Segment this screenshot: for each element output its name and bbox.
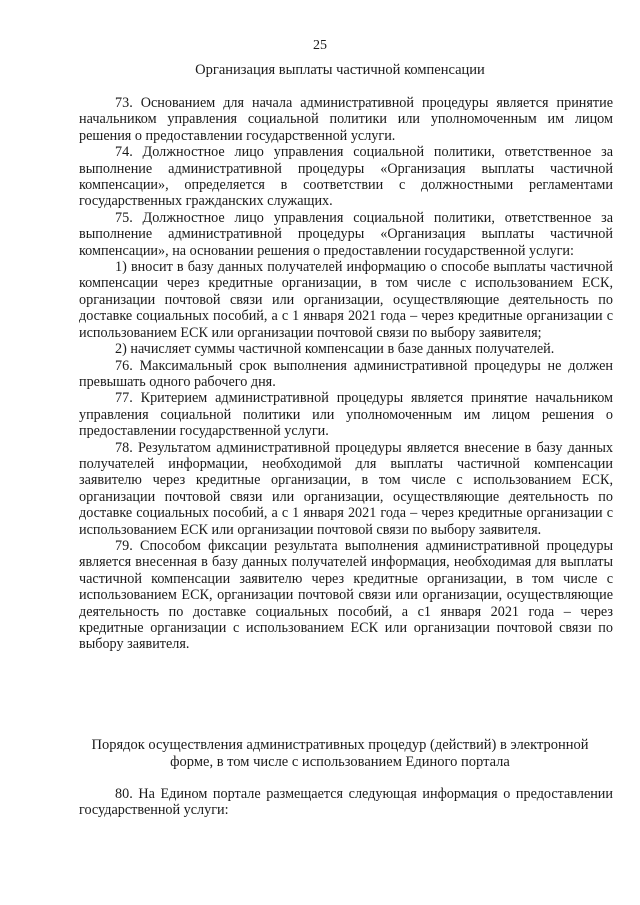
paragraph-80: 80. На Едином портале размещается следующая информация о предоставлении государственной услуги: (79, 786, 613, 819)
paragraph-77: 77. Критерием административной процедуры является принятие начальником управления социальной политики или уполномоченным им лицом решения о предоставлении государственной услуги. (79, 390, 613, 440)
paragraph-75: 75. Должностное лицо управления социальной политики, ответственное за выполнение административной процедуры «Организация выплаты частичной компенсации», на основании решения о предоставлении государственной услуги: (79, 209, 613, 259)
paragraph-76: 76. Максимальный срок выполнения административной процедуры не должен превышать одного рабочего дня. (79, 357, 613, 390)
section-title: Организация выплаты частичной компенсации (195, 62, 485, 78)
paragraph-79: 79. Способом фиксации результата выполнения административной процедуры является внесенная в базу данных получателей информация, необходимая для выплаты частичной компенсации заявителю через кредитные организации, в том числе с использованием ЕСК, организации почтовой связи или организации, осуществляющие деятельность по доставке социальных пособий, а с1 января 2021 года – через кредитные организации с использованием ЕСК или организации почтовой связи по выбору заявителя. (79, 537, 613, 653)
section-title-electronic (60, 737, 620, 771)
section-title-line-2: форме, в том числе с использованием Единого портала (170, 754, 510, 770)
list-item-2: 2) начисляет суммы частичной компенсации в базе данных получателей. (115, 341, 555, 358)
section-title-line-1: Порядок осуществления административных процедур (действий) в электронной (91, 737, 589, 753)
section-body (79, 95, 613, 653)
page-number: 25 (313, 38, 327, 53)
section-body-electronic (79, 786, 613, 819)
list-item-1: 1) вносит в базу данных получателей информацию о способе выплаты частичной компенсации через кредитные организации, в том числе с использованием ЕСК, организации почтовой связи или организации, осуществляющие деятельность по доставке социальных пособий, а с 1 января 2021 года – через кредитные организации с использованием ЕСК или организации почтовой связи по выбору заявителя; (79, 259, 613, 341)
paragraph-73: 73. Основанием для начала административной процедуры является принятие начальником управления социальной политики или уполномоченным им лицом решения о предоставлении государственной услуги. (79, 95, 613, 144)
paragraph-78: 78. Результатом административной процедуры является внесение в базу данных получателей информации, необходимой для выплаты частичной компенсации заявителю через кредитные организации, в том числе с использованием ЕСК, организации почтовой связи или организации, осуществляющие деятельность по доставке социальных пособий, а с 1 января 2021 года – через кредитные организации с использованием ЕСК или организации почтовой связи по выбору заявителя. (79, 439, 613, 538)
paragraph-74: 74. Должностное лицо управления социальной политики, ответственное за выполнение административной процедуры «Организация выплаты частичной компенсации», определяется в соответствии с должностными регламентами государственных гражданских служащих. (79, 144, 613, 210)
